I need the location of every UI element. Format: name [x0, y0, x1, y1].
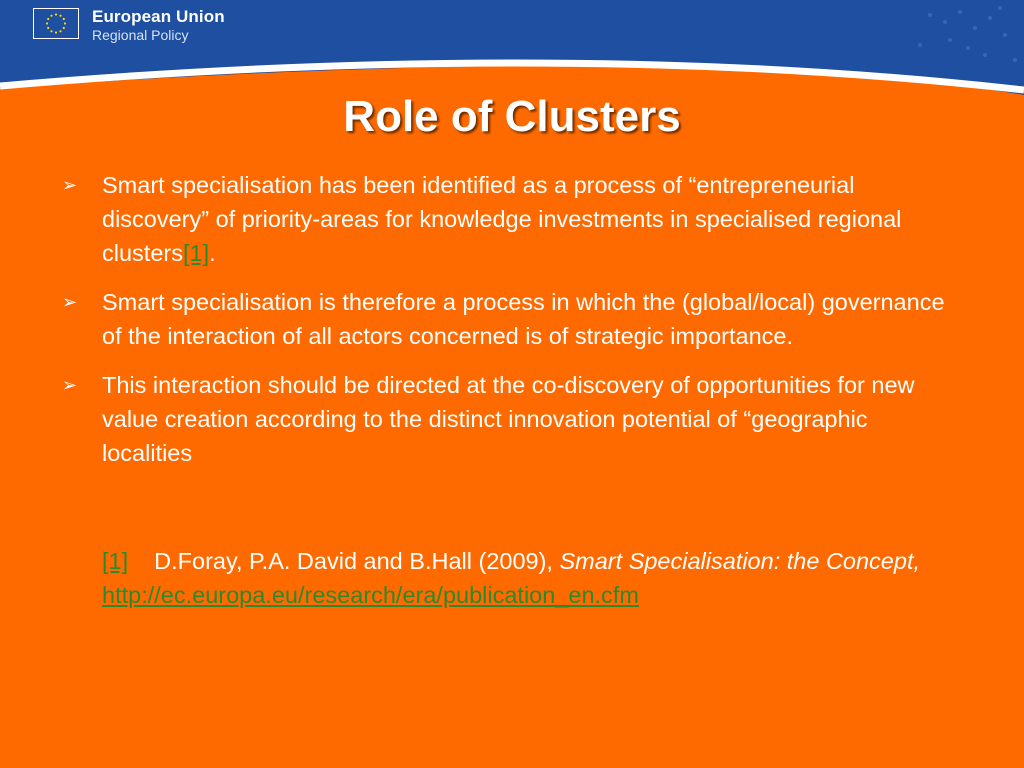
slide-title: Role of Clusters: [343, 92, 681, 141]
brand-name: European Union: [92, 7, 225, 26]
bullet-text: Smart specialisation has been identified as a process of “entrepreneurial discovery” of priority-areas for knowledge investments in specialised regional clusters: [102, 172, 902, 266]
eu-flag-logo: [33, 8, 79, 39]
arrow-bullet-icon: ➢: [62, 375, 78, 395]
bullet-item: [62, 368, 962, 470]
brand-subtitle: Regional Policy: [92, 27, 189, 43]
footnote-title: Smart Specialisation: the Concept,: [559, 548, 921, 574]
brand: [92, 8, 225, 42]
bullet-list: [62, 168, 962, 485]
footnote-url-link[interactable]: http://ec.europa.eu/research/era/publication_en.cfm: [102, 582, 639, 608]
bullet-text: Smart specialisation is therefore a process in which the (global/local) governance of the interaction of all actors concerned is of strategic importance.: [102, 289, 945, 349]
footnote-text: D.Foray, P.A. David and B.Hall (2009),: [154, 548, 560, 574]
footnote: [102, 544, 962, 612]
footnote-ref-link[interactable]: [1]: [182, 240, 210, 266]
footnote-ref-link[interactable]: [1]: [102, 548, 129, 574]
bullet-text: This interaction should be directed at the co-discovery of opportunities for new value creation according to the distinct innovation potential of “geographic localities: [102, 372, 915, 466]
slide-header: [0, 0, 1024, 100]
arrow-bullet-icon: ➢: [62, 292, 78, 312]
bullet-item: [62, 285, 962, 353]
bullet-item: ➢ Smart specialisation has been identified as a process of “entrepreneurial discovery” of priority-areas for knowledge investments in specialised regional clusters[1].: [62, 168, 962, 270]
arrow-bullet-icon: ➢: [62, 175, 78, 195]
